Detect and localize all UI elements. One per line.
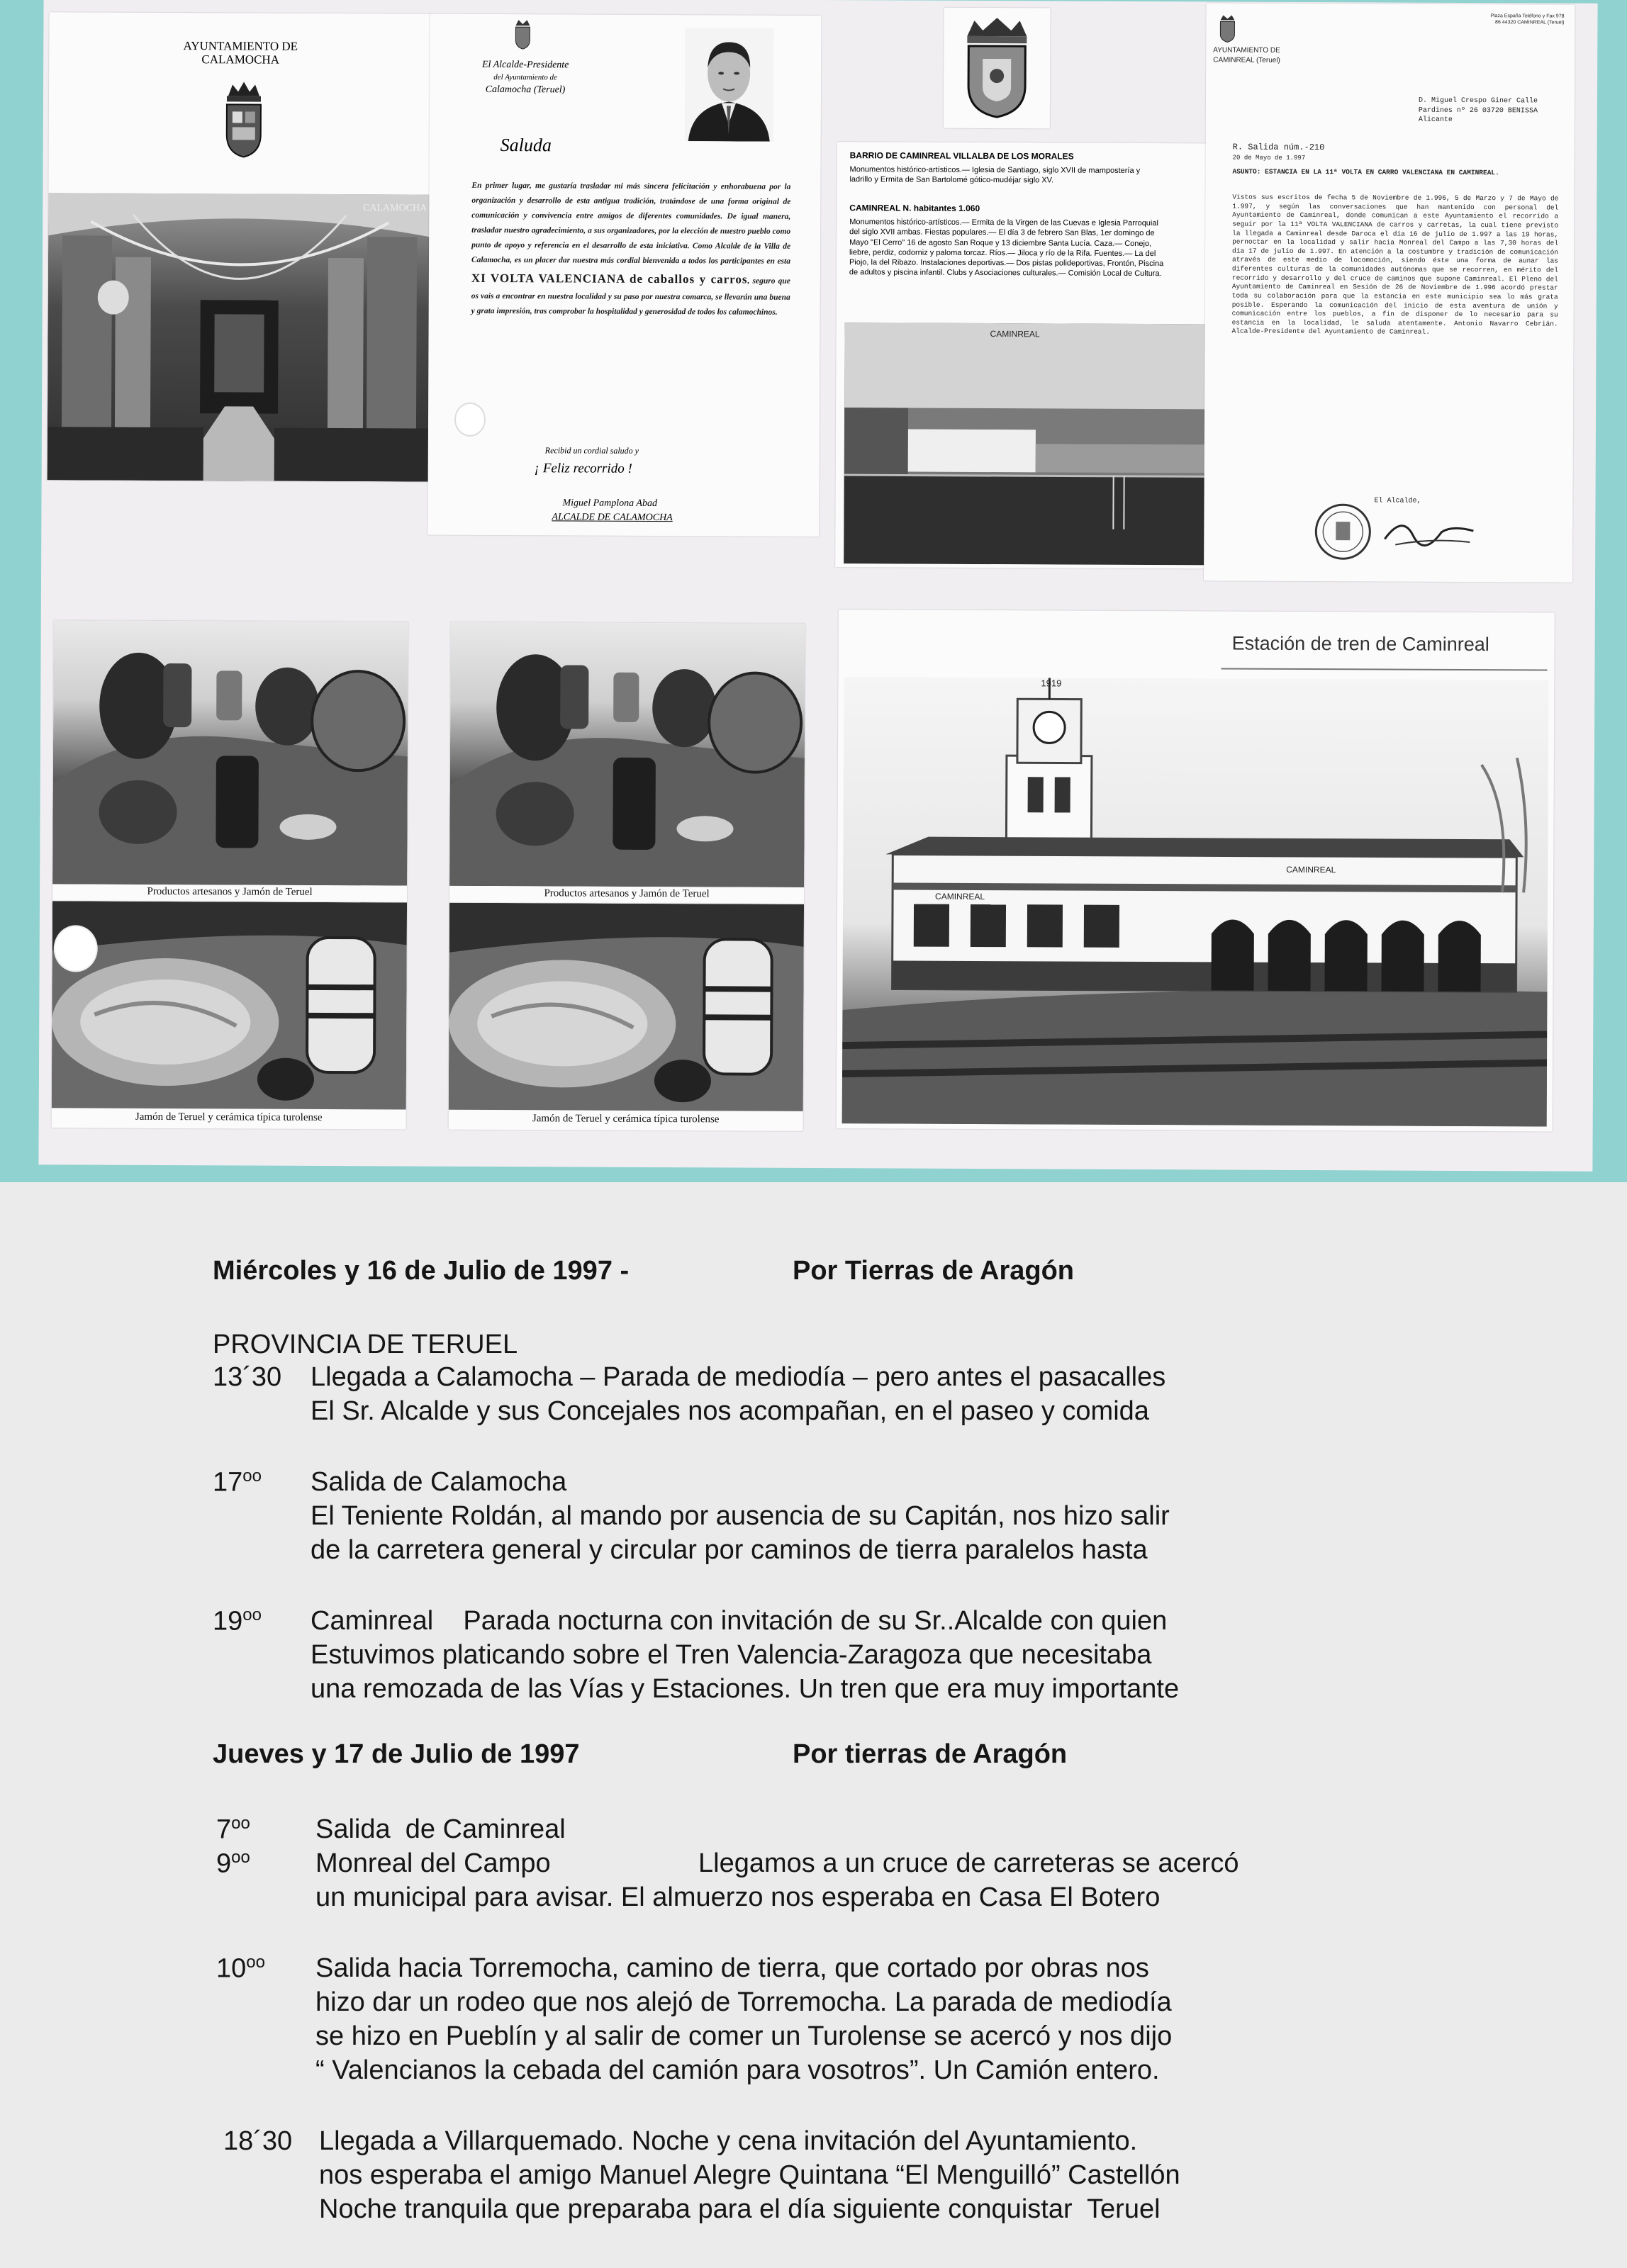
day2-event3-line3: se hizo en Pueblín y al salir de comer un Turolense se acercó y nos dijo [315,2021,1173,2051]
day2-event2-hour: 9 [216,1848,232,1879]
villalba-text: Monumentos histórico-artísticos.— Iglesia de Santiago, siglo XVII de mampostería y ladrillo y Ermita de San Bartolomé gótico-mudéjar siglo XV. [849,165,1141,185]
ham-drawing-2 [449,903,804,1111]
day2-event4-line2: nos esperaba el amigo Manuel Alegre Quintana “El Menguilló” Castellón [319,2160,1180,2190]
station-sign-1: CAMINREAL [935,891,985,902]
products-photo-card-2 [449,622,805,904]
official-letter-crest-icon [1219,14,1236,43]
letter-from [458,58,593,97]
caminreal-text: Monumentos histórico-artísticos.— Ermita de la Virgen de las Cuevas e Iglesia Parroquial del siglo XVII ambas. Fiestas populares.— El día 3 de febrero San Blas, 1er domingo de Mayo "El Cerro" 16 de agosto San Roque y 13 diciembre Santa Lucía. Caza.— Conejo, liebre, perdiz, codorniz y paloma torcaz. Ríos.— Jiloca y río de la Rifa. Fuentes.— La del Piojo, la del Ribazo. Instalaciones deportivas.— Dos pistas polideportivas, Frontón, Piscina de adultos y piscina infantil. Clubs y Asociaciones culturales.— Comisión Local de Cultura. [849,218,1164,279]
day1-event3-line3: una remozada de las Vías y Estaciones. Un tren que era muy importante [311,1674,1180,1704]
day2-event3-line1: Salida hacia Torremocha, camino de tierra, que cortado por obras nos [315,1953,1149,1983]
ham-photo-1 [52,901,407,1109]
day2-event1-hour: 7 [216,1814,232,1845]
day2-event3-line4: “ Valencianos la cebada del camión para vosotros”. Un Camión entero. [315,2055,1160,2085]
day2-event4-line3: Noche tranquila que preparaba para el día siguiente conquistar Teruel [319,2194,1161,2224]
official-letter-subject: ASUNTO: ESTANCIA EN LA 11ª VOLTA EN CARRO VALENCIANA EN CAMINREAL. [1232,167,1499,177]
letter-greeting: Saluda [500,135,552,156]
day1-event1-line1: Llegada a Calamocha – Parada de mediodía – pero antes el pasacalles [311,1362,1166,1392]
day1-event3-time [213,1605,262,1639]
ham-drawing-1 [52,901,407,1109]
letter-signer-title: ALCALDE DE CALAMOCHA [552,512,673,524]
day1-event3-min: oo [242,1605,262,1624]
day1-province: PROVINCIA DE TERUEL [213,1330,518,1359]
mayor-portrait-photo [685,28,774,142]
day2-event4-time: 18´30 [223,2126,293,2156]
day1-event2-line1: Salida de Calamocha [311,1467,567,1497]
day2-date: Jueves y 17 de Julio de 1997 [213,1739,580,1769]
letter-crest-icon [513,18,532,50]
official-letterhead-small: Plaza España Teléfono y Fax 978 86 44320 CAMINREAL (Teruel) [1490,13,1565,26]
letter-body-text-2: , seguro que os vais a encontrar en nuestra localidad y su paso por nuestra comarca, se llevarán una buena y grata impresión, tras comprobar la hospitalidad y generosidad de todos los calamochinos. [471,276,790,318]
calamocha-coat-of-arms-icon [223,80,265,158]
ham-caption-1: Jamón de Teruel y cerámica típica turolense [135,1111,323,1123]
calamocha-header-line2: CALAMOCHA [201,52,280,67]
day2-event3-min: oo [246,1953,265,1972]
mayor-letter [427,14,821,537]
day2-event2-time [216,1847,250,1881]
day2-event2-min: oo [231,1848,250,1867]
day2-event2-line1: Llegamos a un cruce de carreteras se acercó [698,1848,1239,1878]
mayor-portrait-drawing [685,28,774,142]
letter-body-text: En primer lugar, me gustaría trasladar mi más sincera felicitación y enhorabuena por la organización y desarrollo de esta antigua tradición, tratándose de una forma original de comunicación y convivencia entre amigos de diferentes comunidades. De igual manera, trasladar nuestro agradecimiento, a sus organizadores, por la elección de nuestro pueblo como punto de apoyo y referencia en el desarrollo de esta iniciativa. Como Alcalde de la Villa de Calamocha, es un placer dar nuestra más cordial bienvenida a todos los participantes en esta [471,181,791,266]
products-caption-1: Productos artesanos y Jamón de Teruel [147,885,313,898]
products-photo-card-1 [52,620,408,902]
day2-event4-line1: Llegada a Villarquemado. Noche y cena invitación del Ayuntamiento. [319,2126,1138,2156]
official-letter-ref: R. Salida núm.-210 [1232,142,1325,153]
villalba-title: BARRIO DE CAMINREAL VILLALBA DE LOS MORALES [849,150,1074,162]
day1-event2-min: oo [242,1466,262,1486]
day1-event3-line1: Caminreal Parada nocturna con invitación de su Sr..Alcalde con quien [311,1606,1168,1636]
ham-photo-card-1 [52,901,407,1129]
day2-event3-line2: hizo dar un rodeo que nos alejó de Torremocha. La parada de mediodía [315,1987,1172,2017]
day2-event2-line2: un municipal para avisar. El almuerzo nos esperaba en Casa El Botero [315,1882,1161,1912]
caminreal-pool-photo [844,322,1209,565]
letter-from-line2: del Ayuntamiento de [493,72,557,82]
binder-hole-3 [54,925,98,972]
day1-route: Por Tierras de Aragón [793,1256,1075,1286]
products-drawing-2 [449,622,805,887]
station-sign-2: CAMINREAL [1286,864,1336,875]
day2-event3-hour: 10 [216,1953,247,1984]
ham-photo-2 [449,903,804,1111]
binder-hole-1 [98,281,129,315]
station-clipping [837,610,1555,1131]
caminreal-title: CAMINREAL N. habitantes 1.060 [849,203,980,213]
letter-from-line1: El Alcalde-Presidente [481,59,569,71]
station-photo [842,677,1549,1126]
day1-event1-line2: El Sr. Alcalde y sus Concejales nos acompañan, en el paseo y comida [311,1396,1149,1426]
caminreal-photo-label: CAMINREAL [990,329,1040,339]
letter-farewell: Recibid un cordial saludo y [544,445,639,456]
official-signature-icon [1381,510,1480,554]
station-clock-year: 1919 [1041,678,1062,689]
letter-signer: Miguel Pamplona Abad [562,498,658,510]
day1-event2-line3: de la carretera general y circular por caminos de tierra paralelos hasta [311,1535,1148,1565]
caminreal-info-clipping [835,142,1220,568]
official-letter-recipient: D. Miguel Crespo Giner Calle Pardines nº 26 03720 BENISSA Alicante [1418,96,1538,124]
collage-sheet [38,0,1597,1172]
caminreal-coat-of-arms-icon [961,16,1033,119]
ham-photo-card-2 [449,903,804,1131]
letter-from-line3: Calamocha (Teruel) [485,84,566,96]
day2-event1-time [216,1813,250,1847]
day1-event2-line2: El Teniente Roldán, al mando por ausencia de su Capitán, nos hizo salir [311,1501,1170,1531]
day2-event2-place: Monreal del Campo [315,1848,551,1878]
letter-body [471,179,791,320]
day2-event3-time [216,1952,265,1986]
day1-date: Miércoles y 16 de Julio de 1997 - [213,1256,630,1286]
caminreal-official-letter [1204,3,1575,582]
products-drawing-1 [52,620,408,885]
day1-event3-line2: Estuvimos platicando sobre el Tren Valencia-Zaragoza que necesitaba [311,1640,1152,1670]
day2-event1-line1: Salida de Caminreal [315,1814,566,1844]
station-title-rule [1221,668,1547,670]
calamocha-header [49,39,432,67]
official-letter-closing: El Alcalde, [1374,497,1421,505]
official-letter-body: Vistos sus escritos de fecha 5 de Noviembre de 1.996, 5 de Marzo y 7 de Mayo de 1.997, y según las conversaciones que han mantenido con personal del Ayuntamiento de Caminreal, donde comunican a este Ayuntamiento el recorrido a seguir por la 11ª VOLTA VALENCIANA de carros y carretas, la cual tiene previsto la llegada a Caminreal desde Daroca el día 16 de julio de 1.997 a las 19 horas, pernoctar en la localidad y salir hacia Monreal del Campo a las 7,30 horas del día 17 de julio de 1.997. En atención a la costumbre y tradición de comunicación através de este medio de locomoción, siendo éste una forma de aunar las diferentes culturas de la comunidades autónomas que se recorren, en mérito del recorrido y desarrollo y del cruce de caminos que supone Caminreal. El Pleno del Ayuntamiento de Caminreal en Sesión de 26 de Noviembre de 1.996 acordó prestar toda su colaboración para que la estancia en este municipio sea lo más grata posible. Esperando la comunicación del inicio de esta aventura de unión y comunicación entre los pueblos, a fin de disponer de lo necesario para su estancia en la localidad, le saluda atentamente. Antonio Navarro Cebrián. Alcalde-Presidente del Ayuntamiento de Caminreal. [1231,193,1559,337]
day2-route: Por tierras de Aragón [793,1739,1068,1769]
calamocha-clipping [47,12,432,481]
official-letter-date: 20 de Mayo de 1.997 [1232,154,1306,162]
day1-event2-hour: 17 [213,1467,243,1498]
caminreal-crest-card [944,8,1051,129]
day1-event1-time: 13´30 [213,1362,282,1392]
day2-event1-min: oo [231,1814,250,1833]
letter-event-title: XI VOLTA VALENCIANA de caballos y carros [471,271,748,286]
letter-wish: ¡ Feliz recorrido ! [534,461,632,476]
church-interior-drawing [47,193,432,481]
binder-hole-2 [454,403,486,437]
products-caption-2: Productos artesanos y Jamón de Teruel [544,887,710,900]
day1-event3-hour: 19 [213,1606,243,1637]
products-photo-1 [52,620,408,885]
ham-caption-2: Jamón de Teruel y cerámica típica turolense [532,1113,720,1125]
calamocha-photo-label: CALAMOCHA [363,203,427,214]
station-drawing [842,677,1549,1126]
products-photo-2 [449,622,805,887]
caminreal-pool-drawing [844,322,1209,565]
itinerary-sheet [0,1182,1627,2268]
calamocha-header-line1: AYUNTAMIENTO DE [183,39,298,53]
station-title: Estación de tren de Caminreal [1231,632,1489,656]
official-letter-header: AYUNTAMIENTO DE CAMINREAL (Teruel) [1213,46,1280,64]
day1-event2-time [213,1466,262,1500]
church-interior-photo [47,193,432,481]
